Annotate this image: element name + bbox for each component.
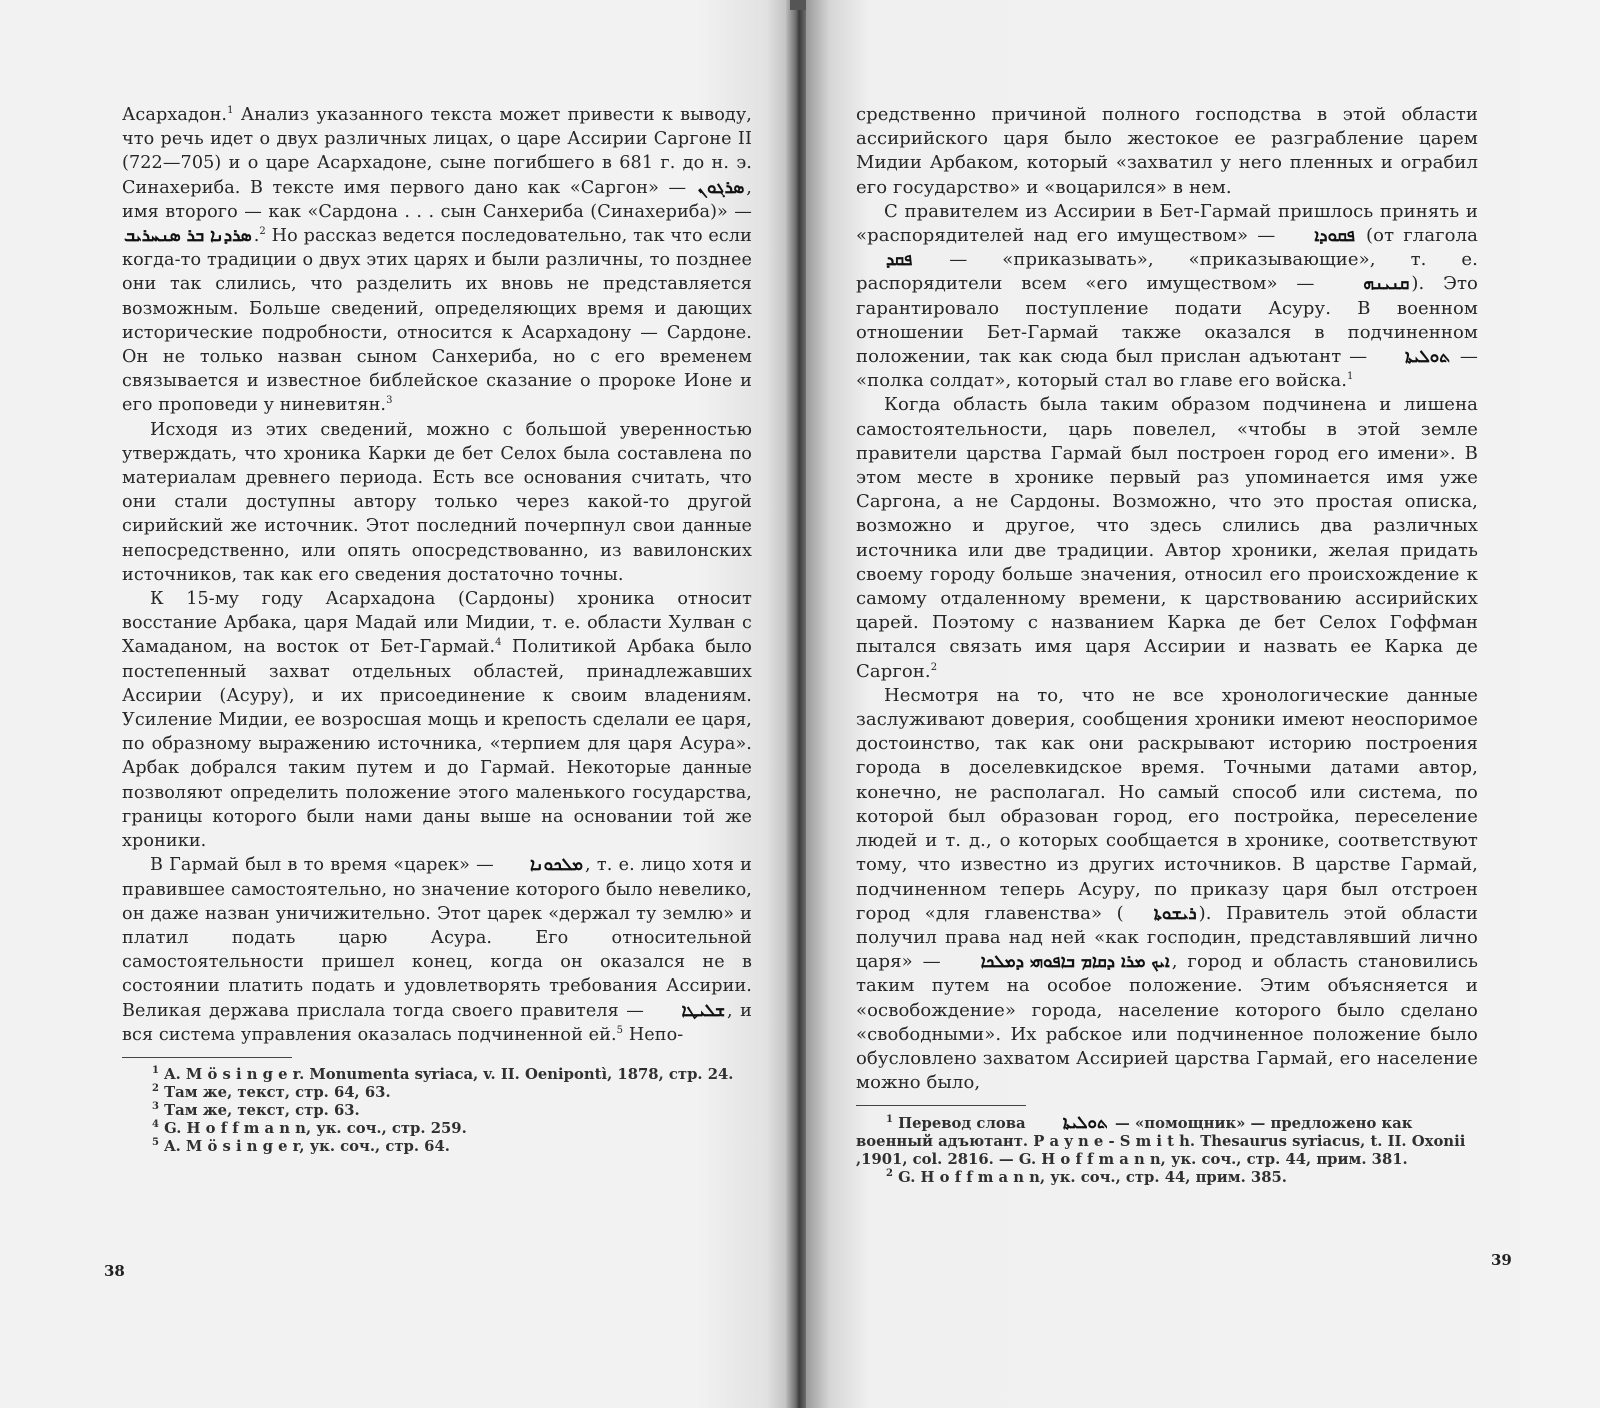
footnote: $^2$ Там же, текст, стр. 64, 63. (152, 1083, 391, 1101)
syriac-word: ܦܩܘܕܐ (1314, 226, 1355, 247)
left-text-column (122, 103, 752, 1156)
right-paragraph-2: С правителем из Ассирии в Бет-Гармай пришлось принять и «распорядителей над его имуществом» — ܦܩܘܕܐ (от глагола ܦܩܕ — «приказывать», «приказывающие», т. е. распорядители всем «его имуществом» — ܩܢܝܢܗ ). Это гарантировало поступление подати Асуру. В военном отношении Бет-Гармай также оказался в подчиненном положении, так как сюда был прислан адъютант — ܬܘܠܝܬܐ — «полка солдат», который стал во главе его войска.$^1$ (856, 200, 1479, 392)
left-paragraph-1: Асархадон.$^1$ Анализ указанного текста может привести к выводу, что речь идет о двух различных лицах, о царе Ассирии Саргоне II (722—705) и о царе Асархадоне, сыне погибшего в 681 г. до н. э. Синахериба. В тексте имя первого дано как «Саргон» — ܣܪܓܘܢ , имя второго — как «Сардона . . . сын Санхериба (Синахериба)» — ܣܪܕܢܐ ܒܪ ܣܢܚܪܝܒ .$^2$ Но рассказ ведется последовательно, так что если когда-то традиции о двух этих царях и были различны, то позднее они так слились, что разделить их вновь не представляется возможным. Больше сведений, определяющих время и дающих исторические подробности, относится к Асархадону — Сардоне. Он не только назван сыном Санхериба, но с его временем связывается и известное библейское сказание о пророке Ионе и его проповеди у ниневитян.$^3$ (122, 105, 752, 416)
footnote-ref: 5 (616, 1024, 624, 1036)
footnote-ref: 1 (227, 105, 234, 117)
footnote-ref: 1 (1347, 371, 1354, 383)
right-page (806, 0, 1600, 1408)
right-paragraph-3: Когда область была таким образом подчинена и лишена самостоятельности, царь повелел, «чтобы в этой земле правители царства Гармай был построен город его имени». В этом месте в хронике первый раз упоминается имя уже Саргона, а не Сардоны. Возможно, что это простая описка, возможно и другое, что здесь слились два различных источника или две традиции. Автор хроники, желая придать своему городу больше значения, относил его происхождение к самому отдаленному времени, к царствованию ассирийских царей. Поэтому с названием Карка де бет Селох Гоффман пытался связать имя царя Ассирии и назвать ее Карка де Саргон.$^2$ (856, 394, 1478, 682)
footnote: $^1$ Перевод слова ܬܘܠܝܬܐ — «помощник» — предложено как военный адъютант. P a y n e - S m i t h. Thesaurus syriacus, t. II. Oxonii ,1901, col. 2816. — G. H o f f m a n n, ук. соч., стр. 44, прим. 381. (856, 1113, 1466, 1169)
syriac-word: ܬܘܠܝܬܐ (1062, 1113, 1108, 1134)
left-paragraph-3: К 15-му году Асархадона (Сардоны) хроника относит восстание Арбака, царя Мадай или Мидии, т. е. области Хулван с Хамаданом, на восток от Бет-Гармай.$^4$ Политикой Арбака было постепенный захват отдельных областей, принадлежавших Ассирии (Асуру), и их присоединение к своим владениям. Усиление Мидии, ее возросшая мощь и крепость сделали ее царя, по образному выражению источника, «терпием для царя Асура». Арбак добрался таким путем и до Гармай. Некоторые данные позволяют определить положение этого маленького государства, границы которого были нами даны выше на основании той же хроники. (122, 589, 752, 852)
footnote-ref: 4 (495, 637, 502, 649)
footnote-ref: 2 (930, 661, 938, 673)
footnote: $^5$ A. M ö s i n g e r, ук. соч., стр. 64. (152, 1137, 450, 1155)
syriac-word: ܣܪܓܘܢ (697, 177, 745, 198)
syriac-word: ܩܢܝܢܗ (1363, 274, 1410, 295)
right-paragraph-4: Несмотря на то, что не все хронологические данные заслуживают доверия, сообщения хроники имеют неоспоримое достоинство, так как они раскрывают историю построения города в доселевкидское время. Точными датами автор, конечно, не располагал. Но самый способ или система, по которой был образован город, его постройка, переселение людей и т. д., о которых сообщается в хронике, соответствуют тому, что известно из других источников. В царстве Гармай, подчиненном теперь Асуру, по приказу царя был отстроен город «для главенства» ( ܪܝܫܘܬܐ ). Правитель этой области получил права над ней «как господин, представлявший лично царя» — ܐܝܟ ܡܪܐ ܕܩܐܡ ܒܐܦܘܗܝ ܕܡܠܟܐ , город и область становились таким путем на особое положение. Этим объясняется и «освобождение» города, население которого было сделано «свободными». Их рабское или подчиненное положение было обусловлено захватом Ассирией царства Гармай, его население можно было, (856, 684, 1478, 1094)
left-footnotes (122, 1066, 752, 1156)
right-paragraph-1: средственно причиной полного господства в этой области ассирийского царя было жестокое ее разграбление царем Мидии Арбаком, который «захватил у него пленных и ограбил его государство» и «воцарился» в нем. (856, 104, 1478, 198)
syriac-word: ܫܠܝܛܐ (681, 1000, 726, 1021)
syriac-word: ܬܘܠܝܬܐ (1405, 347, 1451, 368)
syriac-word: ܦܩܕ (886, 250, 913, 271)
syriac-phrase: ܐܝܟ ܡܪܐ ܕܩܐܡ ܒܐܦܘܗܝ ܕܡܠܟܐ (980, 952, 1170, 973)
right-text-column (856, 103, 1478, 1187)
left-page (0, 0, 790, 1408)
right-footnotes (856, 1114, 1478, 1187)
left-paragraph-2: Исходя из этих сведений, можно с большой уверенностью утверждать, что хроника Карки де бет Селох была составлена по материалам древнего периода. Есть все основания считать, что они стали доступны автору только через какой-то другой сирийский же источник. Этот последний почерпнул свои данные непосредственно, или опять опосредствованно, из вавилонских источников, так как его сведения достаточно точны. (122, 419, 752, 585)
footnote: $^2$ G. H o f f m a n n, ук. соч., стр. 44, прим. 385. (886, 1168, 1287, 1187)
syriac-word: ܪܝܫܘܬܐ (1153, 903, 1197, 924)
left-paragraph-4: В Гармай был в то время «царек» — ܡܠܟܘܢܐ , т. е. лицо хотя и правившее самостоятельно, но значение которого было невелико, он даже назван уничижительно. Этот царек «держал ту землю» и платил подать царю Асура. Его относительной самостоятельности пришел конец, когда он оказался не в состоянии платить подать и удовлетворять требования Ассирии. Великая держава прислала тогда своего правителя — ܫܠܝܛܐ , и вся система управления оказалась подчиненной ей.$^5$ Непо- (122, 855, 753, 1045)
footnote: $^1$ A. M ö s i n g e r. Monumenta syriaca, v. II. Oenipontì, 1878, стр. 24. (152, 1065, 734, 1083)
footnote-divider (122, 1057, 292, 1058)
footnote: $^4$ G. H o f f m a n n, ук. соч., стр. 259. (152, 1119, 467, 1137)
syriac-word: ܣܪܕܢܐ ܒܪ ܣܢܚܪܝܒ (124, 226, 252, 247)
footnote: $^3$ Там же, текст, стр. 63. (152, 1101, 360, 1119)
page-number: 39 (1491, 1251, 1512, 1269)
footnote-divider (856, 1105, 1026, 1106)
page-number: 38 (104, 1262, 125, 1280)
syriac-word: ܡܠܟܘܢܐ (530, 855, 584, 876)
footnote-ref: 2 (259, 226, 266, 238)
footnote-ref: 3 (386, 395, 393, 407)
